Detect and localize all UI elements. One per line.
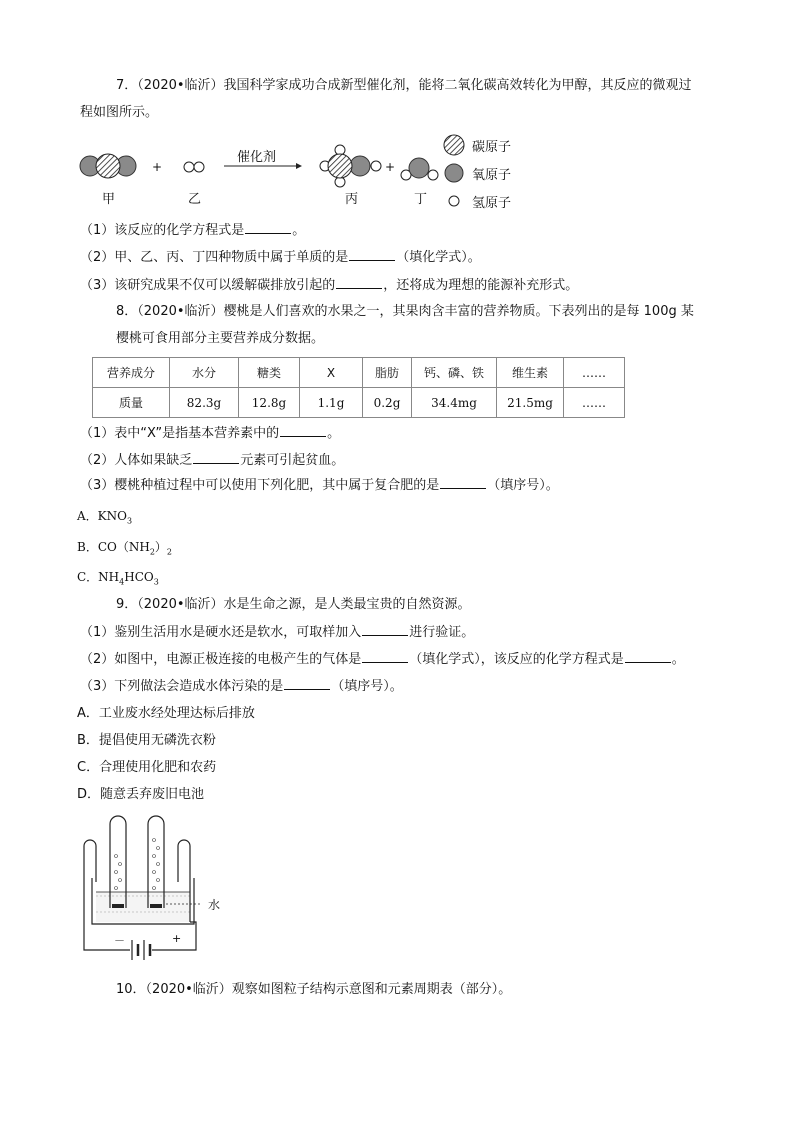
q9-option-c: C．合理使用化肥和农药 [77,760,217,775]
label-bing: 丙 [345,192,359,207]
answer-blank[interactable] [349,248,395,261]
electrolysis-diagram [74,812,254,960]
q8-sub2: （2）人体如果缺乏 元素可引起贫血。 [80,453,345,468]
water-label: 水 [208,898,221,912]
label-jia: 甲 [102,192,116,207]
table-cell: 糖类 [239,358,300,388]
q8-intro-line1: 8．（2020•临沂）樱桃是人们喜欢的水果之一，其果肉含丰富的营养物质。下表列出的是每 100g 某 [116,304,694,319]
q8-sub3: （3）樱桃种植过程中可以使用下列化肥，其中属于复合肥的是 （填序号）。 [80,478,559,493]
answer-blank[interactable] [336,276,382,289]
table-cell: …… [564,358,625,388]
legend-carbon-icon [444,135,464,155]
table-header-row [93,358,625,388]
co2-molecule-icon [80,154,136,178]
q8-intro-line2: 樱桃可食用部分主要营养成分数据。 [116,331,325,346]
answer-blank[interactable] [440,476,486,489]
table-cell: 脂肪 [363,358,412,388]
q7-reaction-diagram [0,128,794,218]
h2-molecule-icon [184,162,204,172]
legend-oxygen-icon [445,164,463,182]
q8-option-b: B．$CO(NH_2)_2$ [77,540,173,557]
table-cell: 1.1g [300,388,363,418]
q9-option-d: D．随意丢弃废旧电池 [77,787,205,802]
table-cell: 21.5mg [497,388,564,418]
q9-sub1: （1）鉴别生活用水是硬水还是软水，可取样加入 进行验证。 [80,625,475,640]
label-ding: 丁 [414,192,428,207]
table-cell: 0.2g [363,388,412,418]
minus-label: － [114,934,125,947]
label-yi: 乙 [188,192,202,207]
q7-intro-line1: 7．（2020•临沂）我国科学家成功合成新型催化剂，能将二氧化碳高效转化为甲醇，其反应的微观过 [116,78,692,93]
table-cell: 34.4mg [412,388,497,418]
table-cell: 12.8g [239,388,300,418]
catalyst-label: 催化剂 [237,150,277,165]
legend-oxygen-label: 氧原子 [472,168,512,183]
legend-carbon-label: 碳原子 [472,140,512,155]
answer-blank[interactable] [625,650,671,663]
ch3oh-molecule-icon [320,145,381,187]
table-cell: 营养成分 [93,358,170,388]
table-cell: 82.3g [170,388,239,418]
table-cell: 钙、磷、铁 [412,358,497,388]
answer-blank[interactable] [280,424,326,437]
q8-option-c: C．$NH_4HCO_3$ [77,570,159,587]
plus-label: + [172,932,182,945]
q8-option-a: A．$KNO_3$ [77,509,133,526]
q9-sub2: （2）如图中，电源正极连接的电极产生的气体是 （填化学式），该反应的化学方程式是 。 [80,652,685,667]
q7-intro-line2: 程如图所示。 [80,105,159,120]
table-cell: …… [564,388,625,418]
table-row [93,388,625,418]
answer-blank[interactable] [362,623,408,636]
q7-sub2: （2）甲、乙、丙、丁四种物质中属于单质的是 （填化学式）。 [80,250,481,265]
answer-blank[interactable] [362,650,408,663]
q8-sub1: （1）表中“X”是指基本营养素中的 。 [80,426,341,441]
plus-sign-1: + [152,160,163,174]
q9-option-a: A．工业废水经处理达标后排放 [77,706,255,721]
reaction-diagram-svg [0,128,794,218]
q9-sub3: （3）下列做法会造成水体污染的是 （填序号）。 [80,679,403,694]
table-cell: X [300,358,363,388]
legend-hydrogen-icon [449,196,459,206]
plus-sign-2: + [385,160,396,174]
h2o-molecule-icon [401,158,438,180]
answer-blank[interactable] [193,451,239,464]
electrolysis-apparatus-icon [74,812,254,960]
table-cell: 维生素 [497,358,564,388]
q7-sub1: （1）该反应的化学方程式是 。 [80,223,306,238]
q10-intro: 10．（2020•临沂）观察如图粒子结构示意图和元素周期表（部分）。 [116,982,512,997]
legend-hydrogen-label: 氢原子 [472,196,512,211]
q7-sub3: （3）该研究成果不仅可以缓解碳排放引起的 ，还将成为理想的能源补充形式。 [80,278,579,293]
answer-blank[interactable] [245,221,291,234]
nutrition-table [92,357,625,418]
q9-intro: 9．（2020•临沂）水是生命之源，是人类最宝贵的自然资源。 [116,597,471,612]
table-cell: 质量 [93,388,170,418]
answer-blank[interactable] [284,677,330,690]
table-cell: 水分 [170,358,239,388]
q9-option-b: B．提倡使用无磷洗衣粉 [77,733,216,748]
